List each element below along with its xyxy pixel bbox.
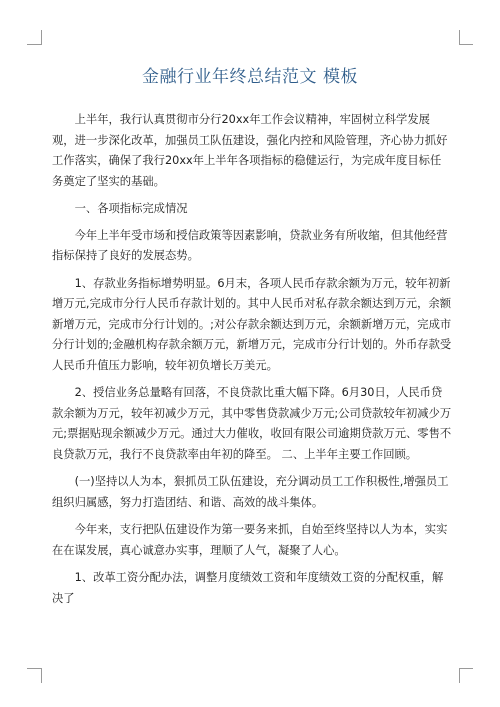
paragraph-intro: 上半年，我行认真贯彻市分行20xx年工作会议精神，牢固树立科学发展观，进一步深化改革，加强员工队伍建设，强化内控和风险管理，齐心协力抓好工作落实，确保了我行20xx年上半年各项指标的稳健运行，为完成年度目标任务奠定了坚实的基础。 <box>52 113 448 188</box>
paragraph-team-building: (一)坚持以人为本，狠抓员工队伍建设，充分调动员工工作积极性,增强员工组织归属感，努力打造团结、和谐、高效的战斗集体。 <box>52 475 449 509</box>
document-title: 金融行业年终总结范文 模板 <box>142 67 358 87</box>
paragraph-credit: 2、授信业务总量略有回落，不良贷款比重大幅下降。6月30日，人民币贷款余额为万元，较年初减少万元，其中零售贷款减少万元;公司贷款较年初减少万元;票据贴现余额减少万元。通过大力催收，收回有限公司逾期贷款万元、零售不良贷款万元，我行不良贷款率由年初的降至。 二、上半年主要工作回顾。 <box>52 386 452 461</box>
paragraph-salary-reform: 1、改革工资分配办法，调整月度绩效工资和年度绩效工资的分配权重，解决了 <box>52 571 444 605</box>
section-heading: 一、各项指标完成情况 <box>74 202 188 215</box>
paragraph-overview: 今年上半年受市场和授信政策等因素影响，贷款业务有所收缩，但其他经营指标保持了良好的发展态势。 <box>52 228 448 262</box>
paragraph-deposits: 1、存款业务指标增势明显。6月末，各项人民币存款余额为万元，较年初新增万元,完成市分行人民币存款计划的。其中人民币对私存款余额达到万元，余额新增万元，完成市分行计划的。;对公存款余额达到万元，余额新增万元，完成市分行计划的;金融机构存款余额万元，新增万元，完成市分行计划的。外币存款受人民币升值压力影响，较年初负增长万美元。 <box>52 276 452 372</box>
paragraph-people-first: 今年来，支行把队伍建设作为第一要务来抓，自始至终坚持以人为本，实实在在谋发展，真心诚意办实事，理顺了人气，凝聚了人心。 <box>52 523 448 557</box>
document-body <box>52 110 452 616</box>
